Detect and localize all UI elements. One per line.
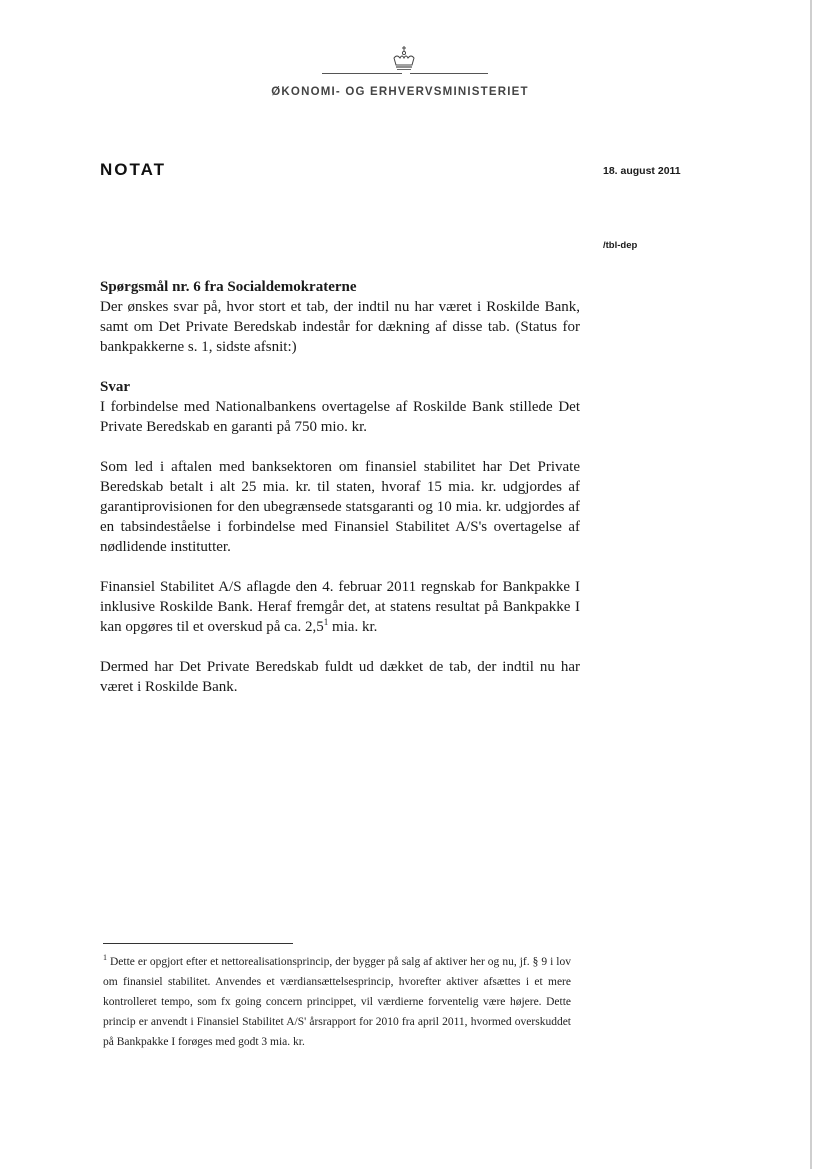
answer-paragraph-3-tail: mia. kr. <box>328 619 378 635</box>
document-reference: /tbl-dep <box>603 240 638 251</box>
document-date: 18. august 2011 <box>603 165 681 177</box>
letterhead-rule-left <box>322 73 402 74</box>
question-text: Der ønskes svar på, hvor stort et tab, der indtil nu har været i Roskilde Bank, samt om Det Private Beredskab indestår for dækning af disse tab. (Status for bankpakkerne s. 1, sidste afsnit:) <box>100 299 580 355</box>
question-heading: Spørgsmål nr. 6 fra Socialdemokraterne <box>100 279 357 295</box>
answer-paragraph-2: Som led i aftalen med banksektoren om finansiel stabilitet har Det Private Beredskab betalt i alt 25 mia. kr. til staten, hvoraf 15 mia. kr. udgjordes af garantiprovisionen for den ubegrænsede statsgaranti og 10 mia. kr. udgjordes af en tabsindeståelse i forbindelse med Finansiel Stabilitet A/S's overtagelse af nødlidende institutter. <box>100 459 580 555</box>
answer-paragraph-4: Dermed har Det Private Beredskab fuldt ud dækket de tab, der indtil nu har været i Roskilde Bank. <box>100 659 580 695</box>
answer-paragraph-1: I forbindelse med Nationalbankens overtagelse af Roskilde Bank stillede Det Private Beredskab en garanti på 750 mio. kr. <box>100 399 580 435</box>
letterhead-rule-right <box>410 73 488 74</box>
answer-heading: Svar <box>100 379 130 395</box>
footnote-reference: 1 <box>323 617 329 627</box>
answer-paragraph-3 <box>100 577 580 637</box>
document-type: NOTAT <box>100 160 167 179</box>
crown-icon <box>389 44 419 74</box>
ministry-name: ØKONOMI- OG ERHVERVSMINISTERIET <box>271 86 529 98</box>
document-body <box>100 277 580 717</box>
footnote-separator <box>103 943 293 944</box>
footnote <box>103 952 571 1052</box>
footnote-marker: 1 <box>103 953 107 963</box>
footnote-text: Dette er opgjort efter et nettorealisationsprincip, der bygger på salg af aktiver her og nu, jf. § 9 i lov om finansiel stabilitet. Anvendes et værdiansættelsesprincip, hvorefter aktiver afsættes i et mere kontrolleret tempo, som fx going concern princippet, vil værdierne forventelig være højere. Dette princip er anvendt i Finansiel Stabilitet A/S' årsrapport for 2010 fra april 2011, hvormed overskuddet på Bankpakke I forøges med godt 3 mia. kr. <box>103 956 571 1048</box>
scan-edge-line <box>810 0 812 1169</box>
answer-paragraph-3-text: Finansiel Stabilitet A/S aflagde den 4. februar 2011 regnskab for Bankpakke I inklusive Roskilde Bank. Heraf fremgår det, at statens resultat på Bankpakke I kan opgøres til et overskud på ca. 2,5 <box>100 579 580 635</box>
